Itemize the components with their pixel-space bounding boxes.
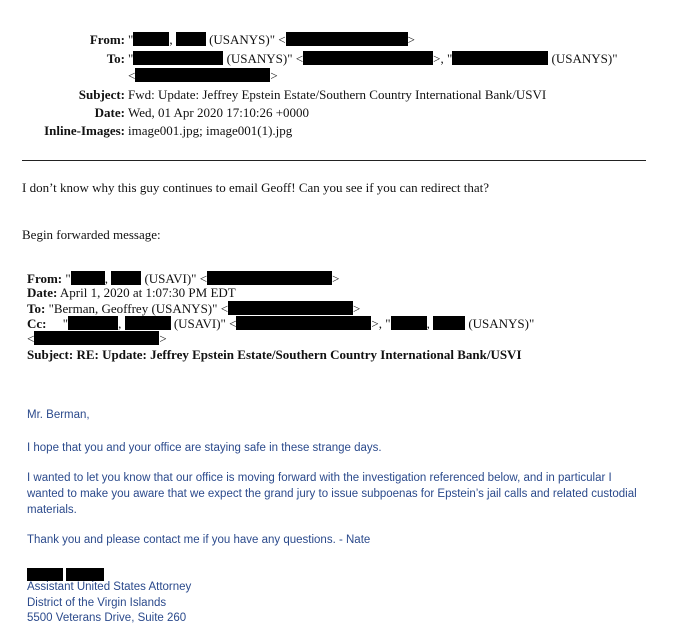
redaction [176, 32, 206, 46]
header-to-row: To: " (USANYS)" < >, " (USANYS)" [0, 51, 674, 67]
redaction [452, 51, 548, 65]
redaction [133, 32, 169, 46]
signature-district: District of the Virgin Islands [27, 597, 167, 609]
header-from-value: (USANYS)" [209, 32, 276, 47]
fwd-cc-value-2: (USANYS)" [468, 316, 535, 331]
fwd-from-row: From: " , (USAVI)" < > [27, 271, 340, 286]
fwd-date-row [27, 286, 236, 300]
message-line-2c: materials. [27, 504, 77, 516]
fwd-date-value: April 1, 2020 at 1:07:30 PM EDT [59, 285, 236, 300]
fwd-cc-row-cont: < > [27, 331, 167, 346]
fwd-from-label: From: [27, 271, 63, 286]
header-images-row [0, 123, 674, 139]
fwd-to-value: "Berman, Geoffrey (USANYS)" [48, 301, 218, 316]
intro-text: I don’t know why this guy continues to email Geoff! Can you see if you can redirect that? [22, 180, 490, 195]
header-subject-row [0, 87, 674, 103]
header-date-row [0, 105, 674, 121]
divider [22, 160, 646, 161]
fwd-to-row: To: "Berman, Geoffrey (USANYS)" < > [27, 301, 361, 316]
message-line-1: I hope that you and your office are staying safe in these strange days. [27, 442, 382, 454]
header-from-row: From: " , (USANYS)" < > [0, 32, 674, 48]
header-date-value: Wed, 01 Apr 2020 17:10:26 +0000 [128, 105, 310, 120]
fwd-subject-label: Subject: [27, 347, 74, 362]
redaction [303, 51, 433, 65]
header-date-label: Date: [94, 105, 125, 120]
message-line-3: Thank you and please contact me if you have any questions. - Nate [27, 534, 371, 546]
header-to-label: To: [106, 51, 125, 66]
fwd-from-value: (USAVI)" [144, 271, 197, 286]
signature-address: 5500 Veterans Drive, Suite 260 [27, 612, 187, 624]
redaction [68, 316, 118, 330]
fwd-subject-row [27, 348, 522, 362]
begin-forwarded-text: Begin forwarded message: [22, 227, 161, 242]
header-to-row-cont: < > [128, 68, 278, 83]
header-to-value-2: (USANYS)" [551, 51, 618, 66]
redaction [135, 68, 270, 82]
redaction [286, 32, 408, 46]
header-from-label: From: [89, 32, 125, 47]
fwd-cc-value-1: (USAVI)" [173, 316, 226, 331]
signature-title: Assistant United States Attorney [27, 581, 192, 593]
fwd-to-label: To: [27, 301, 46, 316]
header-to-value-1: (USANYS)" [226, 51, 293, 66]
fwd-cc-row: Cc: " , (USAVI)" < >, " , (USANYS)" [27, 316, 535, 331]
fwd-date-label: Date: [27, 285, 58, 300]
fwd-cc-label: Cc: [27, 316, 47, 331]
header-images-label: Inline-Images: [44, 123, 125, 138]
redaction [125, 316, 171, 330]
message-line-2a: I wanted to let you know that our office is moving forward with the investigation referenced below, and in particular I [27, 472, 612, 484]
header-subject-value: Fwd: Update: Jeffrey Epstein Estate/Southern Country International Bank/USVI [128, 87, 547, 102]
message-greeting: Mr. Berman, [27, 409, 90, 421]
redaction [391, 316, 427, 330]
redaction [433, 316, 465, 330]
header-images-value: image001.jpg; image001(1).jpg [128, 123, 293, 138]
redaction [133, 51, 223, 65]
header-subject-label: Subject: [78, 87, 125, 102]
redaction [111, 271, 141, 285]
message-line-2b: wanted to make you aware that we expect the grand jury to issue subpoenas for Epstein’s jail calls and related custodial [27, 488, 637, 500]
redaction [228, 301, 353, 315]
redaction [207, 271, 332, 285]
redaction [34, 331, 159, 345]
redaction [71, 271, 105, 285]
fwd-subject-value: RE: Update: Jeffrey Epstein Estate/Southern Country International Bank/USVI [76, 347, 522, 362]
redaction [236, 316, 371, 330]
